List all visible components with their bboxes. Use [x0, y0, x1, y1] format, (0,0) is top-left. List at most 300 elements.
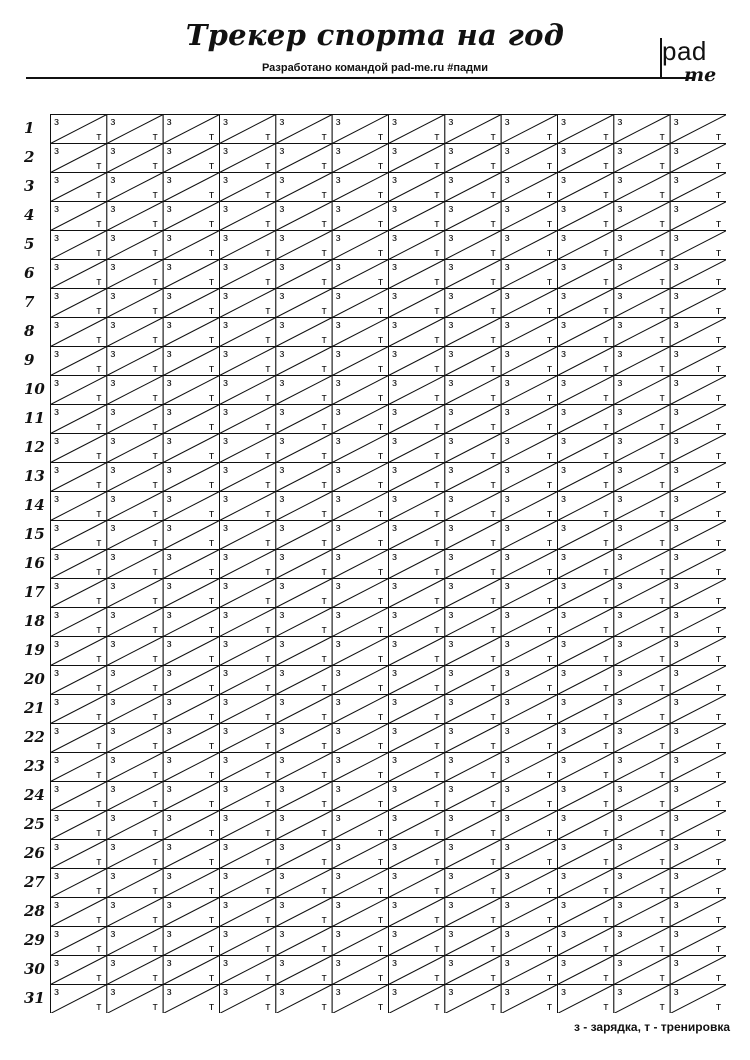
tracker-cell[interactable] — [670, 927, 726, 956]
tracker-cell[interactable] — [445, 753, 501, 782]
tracker-cell[interactable] — [501, 289, 557, 318]
tracker-cell[interactable] — [389, 753, 445, 782]
tracker-cell[interactable] — [220, 550, 276, 579]
tracker-cell[interactable] — [276, 898, 332, 927]
tracker-cell[interactable] — [670, 434, 726, 463]
tracker-cell[interactable] — [107, 289, 163, 318]
tracker-cell[interactable] — [614, 608, 670, 637]
tracker-cell[interactable] — [614, 376, 670, 405]
tracker-cell[interactable] — [107, 985, 163, 1014]
tracker-cell[interactable] — [614, 695, 670, 724]
tracker-cell[interactable] — [332, 231, 388, 260]
tracker-cell[interactable] — [107, 434, 163, 463]
tracker-cell[interactable] — [51, 956, 107, 985]
tracker-cell[interactable] — [51, 753, 107, 782]
tracker-cell[interactable] — [220, 115, 276, 144]
tracker-cell[interactable] — [445, 318, 501, 347]
tracker-cell[interactable] — [389, 869, 445, 898]
tracker-cell[interactable] — [389, 202, 445, 231]
tracker-cell[interactable] — [614, 927, 670, 956]
tracker-cell[interactable] — [276, 173, 332, 202]
tracker-cell[interactable] — [614, 811, 670, 840]
tracker-cell[interactable] — [107, 202, 163, 231]
tracker-cell[interactable] — [614, 550, 670, 579]
tracker-cell[interactable] — [51, 724, 107, 753]
tracker-cell[interactable] — [445, 666, 501, 695]
tracker-cell[interactable] — [332, 405, 388, 434]
tracker-cell[interactable] — [558, 289, 614, 318]
tracker-cell[interactable] — [614, 231, 670, 260]
tracker-cell[interactable] — [107, 927, 163, 956]
tracker-cell[interactable] — [163, 666, 219, 695]
tracker-cell[interactable] — [389, 782, 445, 811]
tracker-cell[interactable] — [670, 550, 726, 579]
tracker-cell[interactable] — [670, 695, 726, 724]
tracker-cell[interactable] — [276, 608, 332, 637]
tracker-cell[interactable] — [276, 318, 332, 347]
tracker-cell[interactable] — [670, 347, 726, 376]
tracker-cell[interactable] — [332, 608, 388, 637]
tracker-cell[interactable] — [220, 695, 276, 724]
tracker-cell[interactable] — [276, 724, 332, 753]
tracker-cell[interactable] — [51, 376, 107, 405]
tracker-cell[interactable] — [163, 985, 219, 1014]
tracker-cell[interactable] — [51, 811, 107, 840]
tracker-cell[interactable] — [163, 695, 219, 724]
tracker-cell[interactable] — [107, 637, 163, 666]
tracker-cell[interactable] — [163, 347, 219, 376]
tracker-cell[interactable] — [276, 869, 332, 898]
tracker-cell[interactable] — [501, 434, 557, 463]
tracker-cell[interactable] — [107, 579, 163, 608]
tracker-cell[interactable] — [163, 405, 219, 434]
tracker-cell[interactable] — [276, 202, 332, 231]
tracker-cell[interactable] — [332, 637, 388, 666]
tracker-cell[interactable] — [670, 956, 726, 985]
tracker-cell[interactable] — [670, 202, 726, 231]
tracker-cell[interactable] — [276, 289, 332, 318]
tracker-cell[interactable] — [670, 666, 726, 695]
tracker-cell[interactable] — [332, 144, 388, 173]
tracker-cell[interactable] — [670, 405, 726, 434]
tracker-cell[interactable] — [389, 434, 445, 463]
tracker-cell[interactable] — [445, 405, 501, 434]
tracker-cell[interactable] — [163, 637, 219, 666]
tracker-cell[interactable] — [276, 956, 332, 985]
tracker-cell[interactable] — [220, 260, 276, 289]
tracker-cell[interactable] — [163, 202, 219, 231]
tracker-cell[interactable] — [220, 434, 276, 463]
tracker-cell[interactable] — [558, 405, 614, 434]
tracker-cell[interactable] — [558, 637, 614, 666]
tracker-cell[interactable] — [558, 840, 614, 869]
tracker-cell[interactable] — [614, 840, 670, 869]
tracker-cell[interactable] — [163, 492, 219, 521]
tracker-cell[interactable] — [558, 695, 614, 724]
tracker-cell[interactable] — [332, 115, 388, 144]
tracker-cell[interactable] — [445, 869, 501, 898]
tracker-cell[interactable] — [163, 840, 219, 869]
tracker-cell[interactable] — [220, 318, 276, 347]
tracker-cell[interactable] — [558, 521, 614, 550]
tracker-cell[interactable] — [332, 666, 388, 695]
tracker-cell[interactable] — [163, 753, 219, 782]
tracker-cell[interactable] — [51, 637, 107, 666]
tracker-cell[interactable] — [220, 637, 276, 666]
tracker-cell[interactable] — [670, 579, 726, 608]
tracker-cell[interactable] — [670, 608, 726, 637]
tracker-cell[interactable] — [332, 869, 388, 898]
tracker-cell[interactable] — [332, 985, 388, 1014]
tracker-cell[interactable] — [445, 608, 501, 637]
tracker-cell[interactable] — [51, 898, 107, 927]
tracker-cell[interactable] — [220, 173, 276, 202]
tracker-cell[interactable] — [51, 347, 107, 376]
tracker-cell[interactable] — [501, 405, 557, 434]
tracker-cell[interactable] — [445, 927, 501, 956]
tracker-cell[interactable] — [389, 376, 445, 405]
tracker-cell[interactable] — [614, 463, 670, 492]
tracker-cell[interactable] — [51, 666, 107, 695]
tracker-cell[interactable] — [276, 434, 332, 463]
tracker-cell[interactable] — [276, 637, 332, 666]
tracker-cell[interactable] — [389, 463, 445, 492]
tracker-cell[interactable] — [501, 202, 557, 231]
tracker-cell[interactable] — [445, 521, 501, 550]
tracker-cell[interactable] — [501, 144, 557, 173]
tracker-cell[interactable] — [163, 608, 219, 637]
tracker-cell[interactable] — [220, 405, 276, 434]
tracker-cell[interactable] — [332, 347, 388, 376]
tracker-cell[interactable] — [445, 173, 501, 202]
tracker-cell[interactable] — [558, 927, 614, 956]
tracker-cell[interactable] — [670, 521, 726, 550]
tracker-cell[interactable] — [670, 840, 726, 869]
tracker-cell[interactable] — [107, 898, 163, 927]
tracker-cell[interactable] — [163, 927, 219, 956]
tracker-cell[interactable] — [107, 347, 163, 376]
tracker-cell[interactable] — [332, 811, 388, 840]
tracker-cell[interactable] — [163, 550, 219, 579]
tracker-cell[interactable] — [670, 231, 726, 260]
tracker-cell[interactable] — [107, 666, 163, 695]
tracker-cell[interactable] — [558, 811, 614, 840]
tracker-cell[interactable] — [276, 550, 332, 579]
tracker-cell[interactable] — [276, 463, 332, 492]
tracker-cell[interactable] — [501, 666, 557, 695]
tracker-cell[interactable] — [445, 434, 501, 463]
tracker-cell[interactable] — [445, 289, 501, 318]
tracker-cell[interactable] — [501, 695, 557, 724]
tracker-cell[interactable] — [332, 434, 388, 463]
tracker-cell[interactable] — [51, 260, 107, 289]
tracker-cell[interactable] — [107, 550, 163, 579]
tracker-cell[interactable] — [220, 521, 276, 550]
tracker-cell[interactable] — [670, 724, 726, 753]
tracker-cell[interactable] — [670, 985, 726, 1014]
tracker-cell[interactable] — [107, 492, 163, 521]
tracker-cell[interactable] — [332, 376, 388, 405]
tracker-cell[interactable] — [107, 840, 163, 869]
tracker-cell[interactable] — [163, 724, 219, 753]
tracker-cell[interactable] — [220, 724, 276, 753]
tracker-cell[interactable] — [220, 608, 276, 637]
tracker-cell[interactable] — [51, 492, 107, 521]
tracker-cell[interactable] — [107, 608, 163, 637]
tracker-cell[interactable] — [614, 289, 670, 318]
tracker-cell[interactable] — [163, 231, 219, 260]
tracker-cell[interactable] — [163, 376, 219, 405]
tracker-cell[interactable] — [501, 869, 557, 898]
tracker-cell[interactable] — [670, 869, 726, 898]
tracker-cell[interactable] — [220, 985, 276, 1014]
tracker-cell[interactable] — [501, 260, 557, 289]
tracker-cell[interactable] — [614, 898, 670, 927]
tracker-cell[interactable] — [445, 840, 501, 869]
tracker-cell[interactable] — [332, 695, 388, 724]
tracker-cell[interactable] — [332, 579, 388, 608]
tracker-cell[interactable] — [107, 956, 163, 985]
tracker-cell[interactable] — [51, 927, 107, 956]
tracker-cell[interactable] — [501, 492, 557, 521]
tracker-cell[interactable] — [51, 231, 107, 260]
tracker-cell[interactable] — [445, 202, 501, 231]
tracker-cell[interactable] — [332, 492, 388, 521]
tracker-cell[interactable] — [614, 202, 670, 231]
tracker-cell[interactable] — [614, 782, 670, 811]
tracker-cell[interactable] — [501, 985, 557, 1014]
tracker-cell[interactable] — [614, 521, 670, 550]
tracker-cell[interactable] — [558, 579, 614, 608]
tracker-cell[interactable] — [614, 173, 670, 202]
tracker-cell[interactable] — [51, 173, 107, 202]
tracker-cell[interactable] — [276, 347, 332, 376]
tracker-cell[interactable] — [220, 869, 276, 898]
tracker-cell[interactable] — [163, 869, 219, 898]
tracker-cell[interactable] — [276, 231, 332, 260]
tracker-cell[interactable] — [614, 144, 670, 173]
tracker-cell[interactable] — [445, 550, 501, 579]
tracker-cell[interactable] — [51, 405, 107, 434]
tracker-cell[interactable] — [332, 956, 388, 985]
tracker-cell[interactable] — [107, 231, 163, 260]
tracker-cell[interactable] — [220, 231, 276, 260]
tracker-cell[interactable] — [51, 521, 107, 550]
tracker-cell[interactable] — [220, 347, 276, 376]
tracker-cell[interactable] — [670, 898, 726, 927]
tracker-cell[interactable] — [163, 318, 219, 347]
tracker-cell[interactable] — [558, 550, 614, 579]
tracker-cell[interactable] — [389, 840, 445, 869]
tracker-cell[interactable] — [51, 463, 107, 492]
tracker-cell[interactable] — [107, 811, 163, 840]
tracker-cell[interactable] — [220, 811, 276, 840]
tracker-cell[interactable] — [107, 318, 163, 347]
tracker-cell[interactable] — [163, 463, 219, 492]
tracker-cell[interactable] — [389, 811, 445, 840]
tracker-cell[interactable] — [332, 782, 388, 811]
tracker-cell[interactable] — [445, 260, 501, 289]
tracker-cell[interactable] — [614, 637, 670, 666]
tracker-cell[interactable] — [51, 608, 107, 637]
tracker-cell[interactable] — [220, 782, 276, 811]
tracker-cell[interactable] — [614, 318, 670, 347]
tracker-cell[interactable] — [107, 144, 163, 173]
tracker-cell[interactable] — [163, 173, 219, 202]
tracker-cell[interactable] — [501, 521, 557, 550]
tracker-cell[interactable] — [276, 405, 332, 434]
tracker-cell[interactable] — [220, 376, 276, 405]
tracker-cell[interactable] — [501, 318, 557, 347]
tracker-cell[interactable] — [614, 260, 670, 289]
tracker-cell[interactable] — [163, 579, 219, 608]
tracker-cell[interactable] — [558, 492, 614, 521]
tracker-cell[interactable] — [276, 376, 332, 405]
tracker-cell[interactable] — [389, 927, 445, 956]
tracker-cell[interactable] — [220, 463, 276, 492]
tracker-cell[interactable] — [670, 811, 726, 840]
tracker-cell[interactable] — [614, 985, 670, 1014]
tracker-cell[interactable] — [220, 956, 276, 985]
tracker-cell[interactable] — [558, 144, 614, 173]
tracker-cell[interactable] — [670, 173, 726, 202]
tracker-cell[interactable] — [220, 579, 276, 608]
tracker-cell[interactable] — [220, 666, 276, 695]
tracker-cell[interactable] — [445, 985, 501, 1014]
tracker-cell[interactable] — [558, 115, 614, 144]
tracker-cell[interactable] — [332, 724, 388, 753]
tracker-cell[interactable] — [389, 579, 445, 608]
tracker-cell[interactable] — [501, 608, 557, 637]
tracker-cell[interactable] — [558, 753, 614, 782]
tracker-cell[interactable] — [614, 115, 670, 144]
tracker-cell[interactable] — [332, 463, 388, 492]
tracker-cell[interactable] — [614, 666, 670, 695]
tracker-cell[interactable] — [51, 115, 107, 144]
tracker-cell[interactable] — [501, 376, 557, 405]
tracker-cell[interactable] — [276, 753, 332, 782]
tracker-cell[interactable] — [51, 289, 107, 318]
tracker-cell[interactable] — [558, 869, 614, 898]
tracker-cell[interactable] — [670, 115, 726, 144]
tracker-cell[interactable] — [276, 521, 332, 550]
tracker-cell[interactable] — [445, 782, 501, 811]
tracker-cell[interactable] — [163, 811, 219, 840]
tracker-cell[interactable] — [445, 463, 501, 492]
tracker-cell[interactable] — [276, 840, 332, 869]
tracker-cell[interactable] — [332, 202, 388, 231]
tracker-cell[interactable] — [107, 753, 163, 782]
tracker-cell[interactable] — [558, 985, 614, 1014]
tracker-cell[interactable] — [670, 289, 726, 318]
tracker-cell[interactable] — [558, 260, 614, 289]
tracker-cell[interactable] — [501, 231, 557, 260]
tracker-cell[interactable] — [220, 144, 276, 173]
tracker-cell[interactable] — [389, 115, 445, 144]
tracker-cell[interactable] — [558, 376, 614, 405]
tracker-cell[interactable] — [445, 956, 501, 985]
tracker-cell[interactable] — [332, 521, 388, 550]
tracker-cell[interactable] — [501, 840, 557, 869]
tracker-cell[interactable] — [501, 782, 557, 811]
tracker-cell[interactable] — [445, 376, 501, 405]
tracker-cell[interactable] — [276, 492, 332, 521]
tracker-cell[interactable] — [614, 724, 670, 753]
tracker-cell[interactable] — [614, 347, 670, 376]
tracker-cell[interactable] — [276, 666, 332, 695]
tracker-cell[interactable] — [389, 347, 445, 376]
tracker-cell[interactable] — [163, 521, 219, 550]
tracker-cell[interactable] — [107, 173, 163, 202]
tracker-cell[interactable] — [332, 753, 388, 782]
tracker-cell[interactable] — [558, 666, 614, 695]
tracker-cell[interactable] — [332, 898, 388, 927]
tracker-cell[interactable] — [107, 695, 163, 724]
tracker-cell[interactable] — [445, 231, 501, 260]
tracker-cell[interactable] — [276, 115, 332, 144]
tracker-cell[interactable] — [51, 144, 107, 173]
tracker-cell[interactable] — [389, 724, 445, 753]
tracker-cell[interactable] — [163, 144, 219, 173]
tracker-cell[interactable] — [107, 260, 163, 289]
tracker-cell[interactable] — [51, 782, 107, 811]
tracker-cell[interactable] — [614, 492, 670, 521]
tracker-cell[interactable] — [501, 753, 557, 782]
tracker-cell[interactable] — [220, 492, 276, 521]
tracker-cell[interactable] — [501, 956, 557, 985]
tracker-cell[interactable] — [445, 144, 501, 173]
tracker-cell[interactable] — [670, 260, 726, 289]
tracker-cell[interactable] — [670, 637, 726, 666]
tracker-cell[interactable] — [51, 202, 107, 231]
tracker-cell[interactable] — [445, 898, 501, 927]
tracker-cell[interactable] — [670, 492, 726, 521]
tracker-cell[interactable] — [51, 985, 107, 1014]
tracker-cell[interactable] — [107, 782, 163, 811]
tracker-cell[interactable] — [276, 144, 332, 173]
tracker-cell[interactable] — [614, 869, 670, 898]
tracker-cell[interactable] — [614, 753, 670, 782]
tracker-cell[interactable] — [389, 550, 445, 579]
tracker-cell[interactable] — [558, 898, 614, 927]
tracker-cell[interactable] — [163, 898, 219, 927]
tracker-cell[interactable] — [501, 898, 557, 927]
tracker-cell[interactable] — [276, 782, 332, 811]
tracker-cell[interactable] — [445, 115, 501, 144]
tracker-cell[interactable] — [107, 115, 163, 144]
tracker-cell[interactable] — [51, 318, 107, 347]
tracker-cell[interactable] — [445, 724, 501, 753]
tracker-cell[interactable] — [445, 347, 501, 376]
tracker-cell[interactable] — [558, 347, 614, 376]
tracker-cell[interactable] — [276, 811, 332, 840]
tracker-cell[interactable] — [558, 956, 614, 985]
tracker-cell[interactable] — [558, 173, 614, 202]
tracker-cell[interactable] — [220, 289, 276, 318]
tracker-cell[interactable] — [614, 956, 670, 985]
tracker-cell[interactable] — [389, 318, 445, 347]
tracker-cell[interactable] — [389, 985, 445, 1014]
tracker-cell[interactable] — [558, 318, 614, 347]
tracker-cell[interactable] — [276, 695, 332, 724]
tracker-cell[interactable] — [389, 695, 445, 724]
tracker-cell[interactable] — [670, 753, 726, 782]
tracker-cell[interactable] — [163, 434, 219, 463]
tracker-cell[interactable] — [332, 318, 388, 347]
tracker-cell[interactable] — [670, 376, 726, 405]
tracker-cell[interactable] — [107, 376, 163, 405]
tracker-cell[interactable] — [107, 869, 163, 898]
